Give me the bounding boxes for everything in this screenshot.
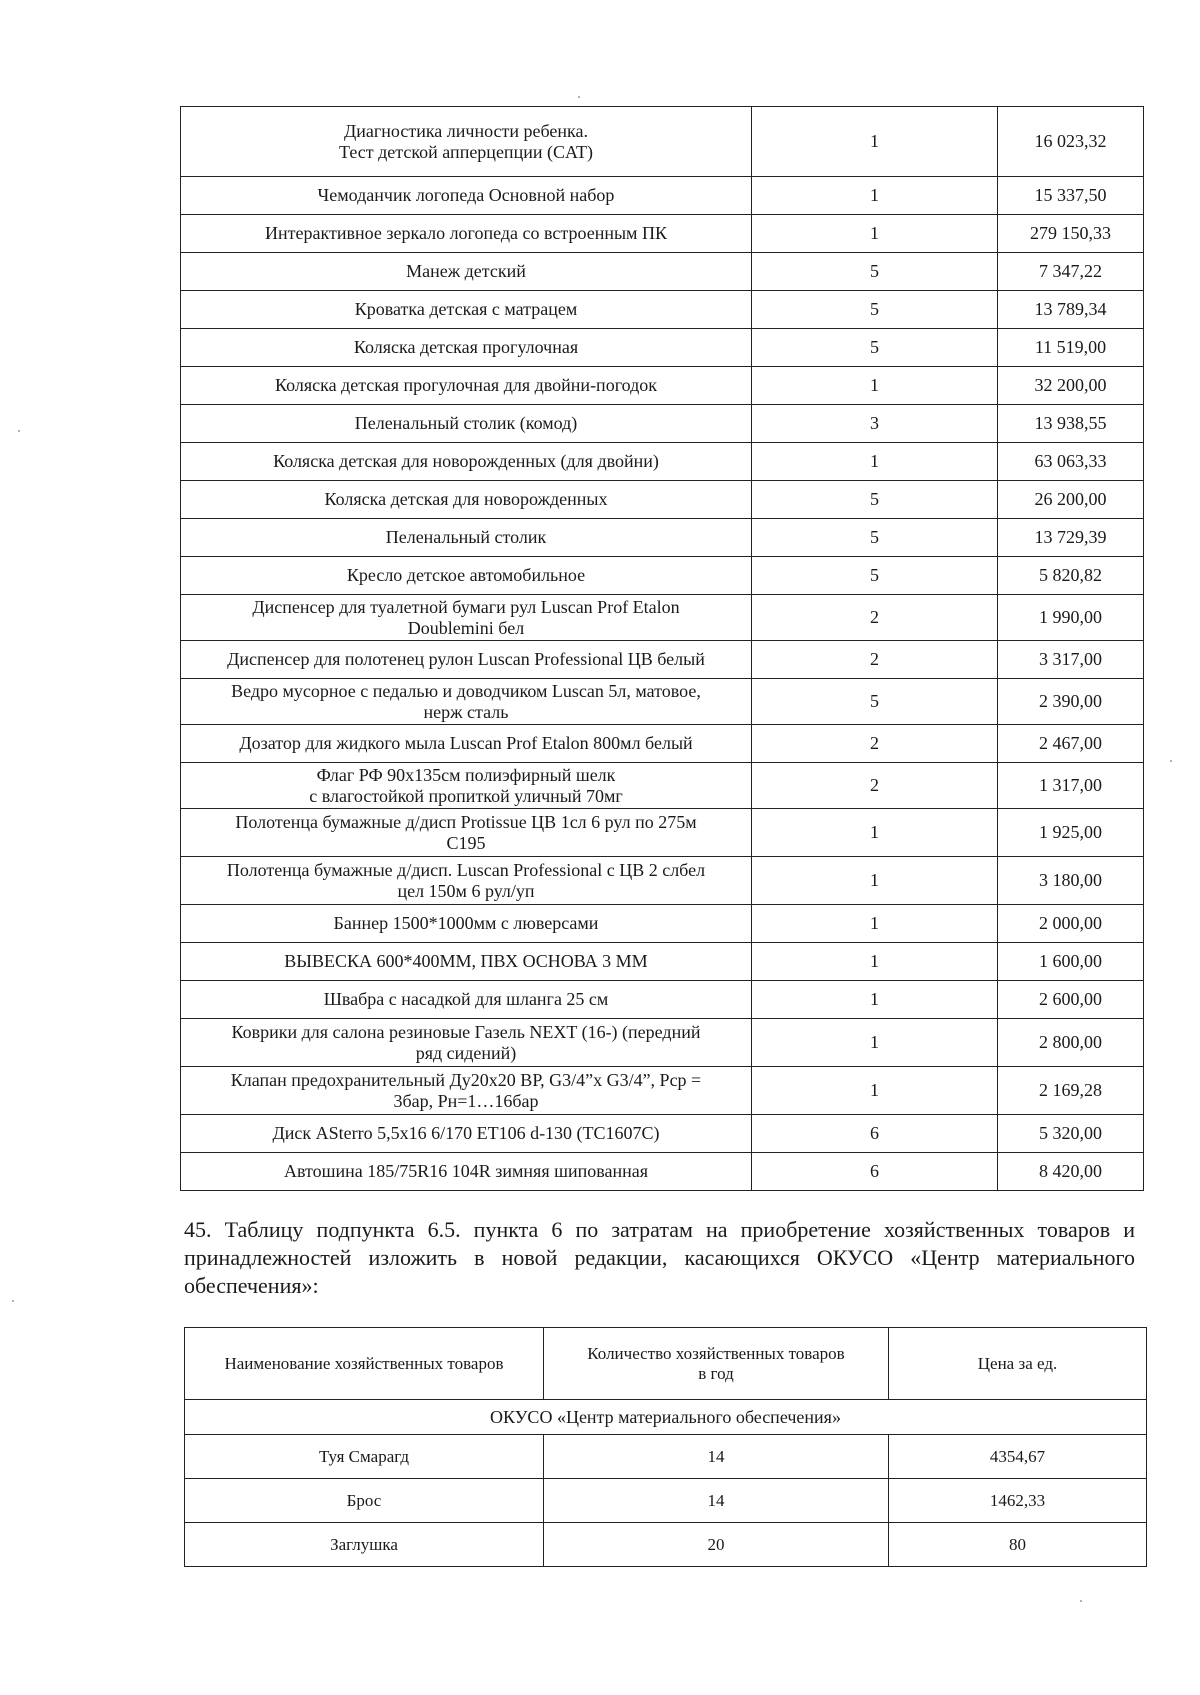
item-qty: 1	[752, 1067, 998, 1115]
item-name: ВЫВЕСКА 600*400ММ, ПВХ ОСНОВА 3 ММ	[181, 943, 752, 981]
table-row	[181, 981, 1144, 1019]
table-row	[181, 519, 1144, 557]
item-price: 1 925,00	[998, 809, 1144, 857]
scan-speck	[18, 430, 20, 432]
table-row	[181, 1067, 1144, 1115]
item-qty: 2	[752, 595, 998, 641]
table-row	[181, 1115, 1144, 1153]
item-name: Коляска детская для новорожденных	[181, 481, 752, 519]
item-price: 8 420,00	[998, 1153, 1144, 1191]
item-price: 3 180,00	[998, 857, 1144, 905]
goods-name: Туя Смарагд	[185, 1435, 544, 1479]
item-qty: 1	[752, 443, 998, 481]
table-row	[185, 1523, 1147, 1567]
table-row	[181, 253, 1144, 291]
item-qty: 5	[752, 291, 998, 329]
item-name: Автошина 185/75R16 104R зимняя шипованная	[181, 1153, 752, 1191]
item-qty: 5	[752, 519, 998, 557]
table-row	[181, 557, 1144, 595]
table-row	[181, 405, 1144, 443]
goods-price: 1462,33	[889, 1479, 1147, 1523]
item-qty: 1	[752, 1019, 998, 1067]
item-price: 1 600,00	[998, 943, 1144, 981]
item-name: Клапан предохранительный Ду20х20 ВР, G3/4”х G3/4”, Рср = 3бар, Рн=1…16бар	[181, 1067, 752, 1115]
item-name: Баннер 1500*1000мм с люверсами	[181, 905, 752, 943]
table-row	[181, 107, 1144, 177]
item-price: 26 200,00	[998, 481, 1144, 519]
section-title: ОКУСО «Центр материального обеспечения»	[185, 1400, 1147, 1435]
item-qty: 1	[752, 809, 998, 857]
item-qty: 1	[752, 177, 998, 215]
item-qty: 5	[752, 329, 998, 367]
table-row	[181, 291, 1144, 329]
goods-qty: 14	[544, 1479, 889, 1523]
goods-name: Заглушка	[185, 1523, 544, 1567]
goods-price: 80	[889, 1523, 1147, 1567]
item-qty: 1	[752, 905, 998, 943]
table-row	[181, 679, 1144, 725]
item-name: Диск ASterro 5,5х16 6/170 ЕТ106 d-130 (ТС1607С)	[181, 1115, 752, 1153]
table-row	[181, 1019, 1144, 1067]
table-row	[181, 215, 1144, 253]
table-header-row	[185, 1328, 1147, 1400]
item-name: Чемоданчик логопеда Основной набор	[181, 177, 752, 215]
item-price: 15 337,50	[998, 177, 1144, 215]
item-price: 2 390,00	[998, 679, 1144, 725]
table-row	[181, 641, 1144, 679]
item-price: 13 938,55	[998, 405, 1144, 443]
item-price: 2 800,00	[998, 1019, 1144, 1067]
item-price: 2 169,28	[998, 1067, 1144, 1115]
table-row	[181, 857, 1144, 905]
header-name: Наименование хозяйственных товаров	[185, 1328, 544, 1400]
item-name: Полотенца бумажные д/дисп Protissue ЦВ 1сл 6 рул по 275м С195	[181, 809, 752, 857]
item-price: 32 200,00	[998, 367, 1144, 405]
item-name: Пеленальный столик	[181, 519, 752, 557]
item-qty: 1	[752, 367, 998, 405]
item-price: 5 820,82	[998, 557, 1144, 595]
goods-qty: 20	[544, 1523, 889, 1567]
item-qty: 5	[752, 481, 998, 519]
item-qty: 5	[752, 253, 998, 291]
item-qty: 1	[752, 857, 998, 905]
item-qty: 5	[752, 557, 998, 595]
table-row	[181, 905, 1144, 943]
scan-speck	[578, 96, 580, 98]
purchases-table	[180, 106, 1144, 1191]
item-name: Коляска детская для новорожденных (для двойни)	[181, 443, 752, 481]
table-row	[185, 1479, 1147, 1523]
item-name: Флаг РФ 90х135см полиэфирный шелк с влагостойкой пропиткой уличный 70мг	[181, 763, 752, 809]
header-qty: Количество хозяйственных товаров в год	[544, 1328, 889, 1400]
item-name: Ведро мусорное с педалью и доводчиком Luscan 5л, матовое, нерж сталь	[181, 679, 752, 725]
item-qty: 6	[752, 1115, 998, 1153]
item-name: Пеленальный столик (комод)	[181, 405, 752, 443]
table-row	[181, 763, 1144, 809]
item-price: 2 467,00	[998, 725, 1144, 763]
table-row	[181, 367, 1144, 405]
purchases-table-body	[181, 107, 1144, 1191]
scan-speck	[1080, 1600, 1082, 1602]
item-price: 16 023,32	[998, 107, 1144, 177]
item-name: Швабра с насадкой для шланга 25 см	[181, 981, 752, 1019]
table-row	[181, 725, 1144, 763]
table-row	[181, 329, 1144, 367]
item-qty: 1	[752, 981, 998, 1019]
section-row	[185, 1400, 1147, 1435]
item-price: 7 347,22	[998, 253, 1144, 291]
item-price: 1 317,00	[998, 763, 1144, 809]
item-qty: 3	[752, 405, 998, 443]
header-price: Цена за ед.	[889, 1328, 1147, 1400]
item-price: 13 789,34	[998, 291, 1144, 329]
item-name: Интерактивное зеркало логопеда со встроенным ПК	[181, 215, 752, 253]
table-row	[181, 481, 1144, 519]
item-name: Коляска детская прогулочная	[181, 329, 752, 367]
item-price: 11 519,00	[998, 329, 1144, 367]
table-row	[181, 177, 1144, 215]
item-name: Диспенсер для полотенец рулон Luscan Professional ЦВ белый	[181, 641, 752, 679]
item-qty: 2	[752, 763, 998, 809]
scan-speck	[12, 1300, 14, 1302]
goods-name: Брос	[185, 1479, 544, 1523]
table-row	[181, 943, 1144, 981]
item-price: 2 000,00	[998, 905, 1144, 943]
item-price: 2 600,00	[998, 981, 1144, 1019]
item-qty: 2	[752, 641, 998, 679]
item-qty: 6	[752, 1153, 998, 1191]
item-name: Коляска детская прогулочная для двойни-погодок	[181, 367, 752, 405]
item-price: 5 320,00	[998, 1115, 1144, 1153]
scan-speck	[1170, 760, 1172, 762]
item-name: Диагностика личности ребенка. Тест детской апперцепции (CAT)	[181, 107, 752, 177]
table-row	[181, 1153, 1144, 1191]
item-name: Кроватка детская с матрацем	[181, 291, 752, 329]
household-goods-table	[184, 1327, 1147, 1567]
table-row	[185, 1435, 1147, 1479]
item-qty: 1	[752, 943, 998, 981]
table-row	[181, 595, 1144, 641]
table-row	[181, 443, 1144, 481]
item-name: Полотенца бумажные д/дисп. Luscan Professional с ЦВ 2 слбел цел 150м 6 рул/уп	[181, 857, 752, 905]
paragraph-45: 45. Таблицу подпункта 6.5. пункта 6 по затратам на приобретение хозяйственных товаров и принадлежностей изложить в новой редакции, касающихся ОКУСО «Центр материального обеспечения»:	[184, 1217, 1135, 1298]
item-name: Диспенсер для туалетной бумаги рул Luscan Prof Etalon Doublemini бел	[181, 595, 752, 641]
item-price: 279 150,33	[998, 215, 1144, 253]
item-qty: 5	[752, 679, 998, 725]
item-name: Дозатор для жидкого мыла Luscan Prof Etalon 800мл белый	[181, 725, 752, 763]
item-qty: 1	[752, 107, 998, 177]
item-price: 63 063,33	[998, 443, 1144, 481]
item-qty: 2	[752, 725, 998, 763]
item-price: 3 317,00	[998, 641, 1144, 679]
goods-price: 4354,67	[889, 1435, 1147, 1479]
table-row	[181, 809, 1144, 857]
goods-qty: 14	[544, 1435, 889, 1479]
item-price: 1 990,00	[998, 595, 1144, 641]
item-name: Кресло детское автомобильное	[181, 557, 752, 595]
item-price: 13 729,39	[998, 519, 1144, 557]
item-name: Манеж детский	[181, 253, 752, 291]
item-qty: 1	[752, 215, 998, 253]
item-name: Коврики для салона резиновые Газель NEXT (16-) (передний ряд сидений)	[181, 1019, 752, 1067]
